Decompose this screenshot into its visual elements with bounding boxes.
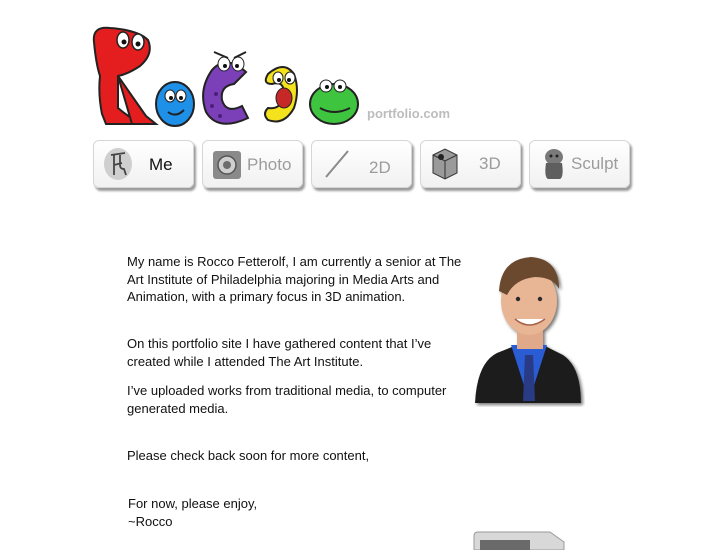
logo-letter-r	[94, 28, 156, 124]
site-tagline: portfolio.com	[367, 106, 451, 121]
intro-paragraph: My name is Rocco Fetterolf, I am currently a senior at The Art Institute of Philadelphia majoring in Media Arts and Animation, with a primary focus in 3D animation.	[127, 254, 462, 304]
logo-letter-o-blue	[156, 82, 194, 126]
camera-icon	[211, 147, 243, 181]
check-back-paragraph: Please check back soon for more content,	[127, 448, 370, 463]
cube-icon	[429, 147, 461, 181]
monogram-icon	[102, 147, 134, 181]
main-nav	[93, 140, 633, 192]
pencil-icon	[320, 147, 352, 181]
nav-label-photo: Photo	[247, 155, 292, 174]
rocco-logo	[88, 24, 378, 132]
enjoy-line: For now, please enjoy,	[128, 496, 258, 511]
nav-label-sculpt: Sculpt	[571, 154, 619, 173]
nav-label-me: Me	[149, 155, 173, 174]
logo-letter-o-green	[310, 80, 358, 124]
nav-button-photo[interactable]	[202, 140, 303, 188]
nav-button-me[interactable]	[93, 140, 194, 188]
portrait-photo	[473, 251, 585, 407]
nav-button-2d[interactable]	[311, 140, 412, 188]
nav-label-2d: 2D	[369, 158, 391, 177]
nav-button-sculpt[interactable]	[529, 140, 630, 188]
logo-letter-c-yellow	[265, 67, 297, 122]
uploaded-paragraph: I’ve uploaded works from traditional media, to computer generated media.	[127, 383, 447, 416]
gathered-paragraph: On this portfolio site I have gathered content that I’ve created while I attended The Art Institute.	[127, 336, 432, 369]
nav-button-3d[interactable]	[420, 140, 521, 188]
signature-line: ~Rocco	[128, 514, 173, 529]
sculpture-icon	[538, 147, 570, 181]
document-icon[interactable]	[472, 530, 567, 550]
logo-letter-c-purple	[203, 52, 248, 124]
nav-label-3d: 3D	[479, 154, 501, 173]
